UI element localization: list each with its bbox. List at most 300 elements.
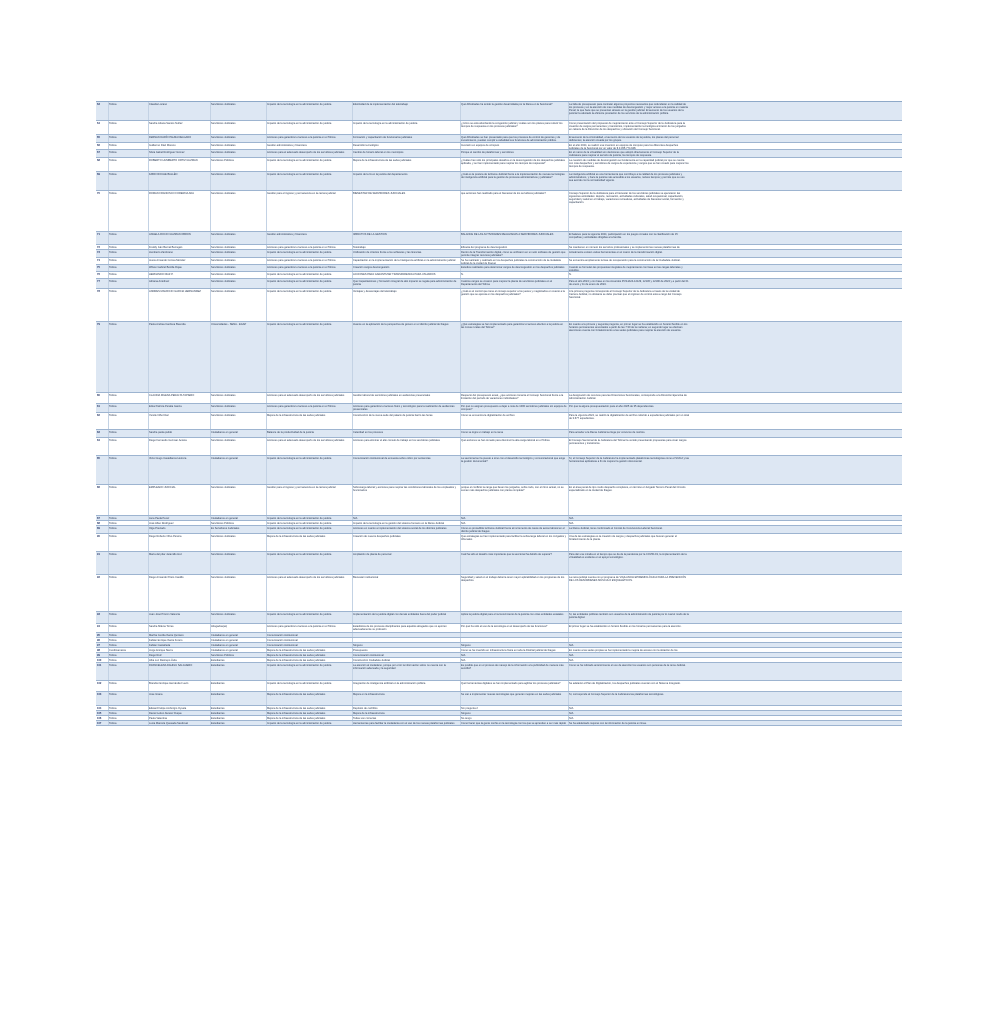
cell-answer[interactable]: En el área penal de tipo modo despacho completos, en término el Juzgado Tercero Penal del Circuito especializado en la ciudad de Ibagué. — [569, 486, 686, 493]
cell-axis[interactable]: Gestión administrativa y financiera — [267, 233, 307, 236]
cell-name[interactable]: Diego Armando Prieto Castillo — [149, 576, 184, 579]
cell-topic[interactable]: Ventajas y desventajas del teletrabajo — [353, 290, 397, 293]
cell-question[interactable]: Porque el cambio de plataformas y servidores — [461, 151, 514, 154]
cell-name[interactable]: FRANCELENA DAHIGU SALGUERO — [149, 664, 193, 667]
cell-group[interactable]: Servidores Judiciales — [211, 122, 236, 125]
cell-question[interactable]: Cómo se encuentra la digitalización de archivo — [461, 414, 515, 417]
cell-dept[interactable]: Tolima — [109, 173, 117, 176]
cell-dept[interactable]: Tolima — [109, 717, 117, 720]
cell-n[interactable]: 99 — [97, 654, 100, 657]
cell-group[interactable]: Servidores Judiciales — [211, 576, 236, 579]
cell-answer[interactable]: Actualmente existen varias herramientas en el marco de la transformación digital. — [569, 251, 663, 254]
cell-axis[interactable]: Impacto de la tecnología en la administración de justicia — [267, 273, 332, 276]
cell-name[interactable]: Jesús Armando Correa Méndez — [149, 259, 186, 262]
cell-topic[interactable]: ACCIONES PARA GARANTIZAR TRANSPARENCIA PARA USUARIOS — [353, 273, 436, 276]
cell-group[interactable]: Ciudadanos en general — [211, 634, 238, 637]
cell-answer[interactable]: El aumento de la criminalidad, el aumento de los usuarios de la justicia, los planes del personal deficientes; la atención creada por los grupos. — [569, 136, 679, 142]
cell-answer[interactable]: En cuanto a las sedes propias se ha implementado la mejora de acceso con la dotación de los — [569, 649, 678, 652]
cell-topic[interactable]: N/A — [353, 517, 358, 520]
cell-answer[interactable]: Cuando se formulan las propuestas integrales de mejoramiento con base en las cargas laborales y estudios. — [569, 266, 683, 271]
cell-axis[interactable]: Impacto de la tecnología en la administración de justicia — [267, 722, 332, 725]
cell-group[interactable]: Servidores Judiciales — [211, 151, 236, 154]
cell-topic[interactable]: Cambio de horario laboral en los municipios — [353, 151, 404, 154]
cell-question[interactable]: Seguridad y salud en el trabajo debería tener mayor aplicabilidad en los programas de los despachos. — [461, 576, 565, 583]
cell-group[interactable]: Ciudadanos en general — [211, 517, 238, 520]
cell-name[interactable]: Edward Felipe Ambrógio Oyuela — [149, 707, 187, 710]
cell-n[interactable]: 92 — [97, 576, 100, 579]
cell-n[interactable]: 78 — [97, 290, 100, 293]
cell-question[interactable]: Respecto del presupuesto anual, ¿que acciones tomaría el Consejo Seccional frente a la limitación del periodo de vacaciones individuales? — [461, 394, 564, 401]
cell-question[interactable]: Estudios realizados para determinar cargos de descongestión en los despachos judiciales — [461, 266, 565, 269]
cell-group[interactable]: Servidores Judiciales — [211, 535, 236, 538]
cell-group[interactable]: Servidores Públicos — [211, 159, 234, 162]
cell-answer[interactable]: N/A — [569, 654, 574, 657]
cell-group[interactable]: Servidores Judiciales — [211, 273, 236, 276]
cell-answer[interactable]: Como se ha indicado anteriormente el uso de atención los usuarios son personas de la rama Judicial. — [569, 664, 686, 667]
cell-question[interactable]: Qué acciones se han tomado para disminuir la alta carga laboral en el Tolima — [461, 439, 550, 442]
cell-axis[interactable]: Impacto de la tecnología en la administración de justicia — [267, 522, 332, 525]
cell-axis[interactable]: Comunicación institucional — [267, 634, 298, 637]
cell-topic[interactable]: Acciones para eliminar el alto cúmulo de trabajo en los servidores judiciales — [353, 439, 440, 442]
cell-name[interactable]: Paula Valentina — [149, 717, 167, 720]
cell-question[interactable]: Dentro de la Transformación digital, cómo se unificaron en un solo software de gestión que permite integrar recursos judiciales? — [461, 251, 566, 257]
cell-topic[interactable]: Construcción Ciudadela Judicial — [353, 659, 390, 662]
cell-n[interactable]: 65 — [97, 136, 100, 139]
cell-answer[interactable] — [568, 633, 690, 637]
cell-n[interactable]: 79 — [97, 323, 100, 326]
cell-group[interactable]: Servidores Judiciales — [211, 439, 236, 442]
cell-question[interactable]: Se van a implementar nuevas tecnologías que generan mejoras en las sedes judiciales — [461, 693, 562, 696]
cell-answer[interactable]: La falta de presupuesto para contratar algunos proyectos necesarios que redundarán en la calidad de los procesos y en la atención de mas medidas de descongestión y mejor acceso a la justicia en materia Penal; la que hace que se presentan atrasos en la gestión judicial. El aumento de los usuarios de la justicia ha afectado la eficiente prestación de los servicios de la administración pública. — [569, 103, 688, 116]
cell-group[interactable]: Servidores Judiciales — [211, 173, 236, 176]
cell-topic[interactable]: Depósito de cuchillos — [353, 707, 378, 710]
cell-name[interactable]: Fabián Enrique Ibarra Forero — [149, 639, 183, 642]
cell-answer[interactable]: En cuanto a la primera y segunda pregunta, en primer lugar se ha establecido un horario flexible en los horarios permanentes anunciados a partir de las 7:30 de la mañana; en segundo lugar se efectúan atenciones cuenta con fortalecimiento a las sedes judiciales para mejorar la atención de usuarios. — [569, 323, 688, 333]
cell-topic[interactable]: Gestión laboral de servidores judiciales en audiencias presenciales — [353, 394, 431, 397]
cell-topic[interactable]: Mejora en la infraestructura — [353, 693, 385, 696]
cell-name[interactable]: Fabián Castañeda — [149, 644, 171, 647]
cell-answer[interactable]: N/A — [569, 712, 574, 715]
cell-n[interactable]: 107 — [97, 722, 102, 725]
cell-dept[interactable]: Tolima — [109, 431, 117, 434]
cell-name[interactable]: Jorge Enrique Sierra — [149, 649, 173, 652]
cell-group[interactable]: Servidores Judiciales — [211, 414, 236, 417]
cell-question[interactable]: N/A — [461, 517, 466, 520]
cell-axis[interactable]: Acciones para el adecuado desempeño de los servidores judiciales — [267, 151, 345, 154]
cell-n[interactable]: 88 — [97, 522, 100, 525]
cell-topic[interactable]: Herramientas para facilitar la ciudadanía con el uso de los nuevas plataformas judiciales — [353, 722, 455, 725]
cell-n[interactable]: 74 — [97, 259, 100, 262]
cell-name[interactable]: Daniel Leiton Alvarez Duque — [149, 712, 182, 715]
cell-answer[interactable]: La cuestión de medidas de descongestión se fundamenta en la capacidad judicial por que se cuenta con más despachos y servidores de cargos de experiencia y cargos que se han creado para mejorar los tiempos de respuesta. — [569, 159, 689, 169]
cell-topic[interactable]: Efectividad de la implementación del teletrabajo — [353, 103, 408, 106]
cell-axis[interactable]: Gestión para el ingreso y permanencia en la carrera judicial — [267, 192, 336, 195]
cell-name[interactable]: CLAUDIA MILENA PERALTA TAPIERO — [149, 394, 195, 397]
cell-answer[interactable]: Para la vigencia 2024, se realizó la digitalización de archivo referido a expedientes judiciales por un total de 3.677 expedientes. — [569, 414, 689, 421]
cell-topic[interactable]: Mejora de la infraestructura de las sedes judiciales — [353, 159, 412, 162]
cell-name[interactable]: Diego Roberto Olivo Pereira — [149, 535, 182, 538]
cell-answer[interactable]: Sí, las entidades públicas también son usuarios de la administración de justicia por lo cual el modo de la justicia digital. — [569, 613, 689, 620]
cell-question[interactable]: ¿Cuál es la postura de la Rama Judicial frente a la implementación de nuevas tecnologías de inteligencia artificial para la gestión de procesos administrativos y judiciales? — [461, 173, 565, 180]
cell-group[interactable]: Servidores Judiciales — [211, 405, 236, 408]
cell-answer[interactable]: Una de las estrategias es la creación de cargos y despachos judiciales que buscan generar el fortalecimiento de la planta. — [569, 535, 677, 542]
cell-name[interactable]: Erika Patricia Peralta García — [149, 405, 182, 408]
cell-question[interactable] — [460, 638, 568, 642]
cell-group[interactable]: Estudiantes — [211, 707, 225, 710]
cell-name[interactable]: FERNAN DARÍO PALMA DELGADO — [149, 136, 192, 139]
cell-name[interactable]: Victor Hugo Castellanos Herrera — [149, 457, 187, 460]
cell-dept[interactable]: Tolima — [109, 722, 117, 725]
cell-axis[interactable]: Impacto de la tecnología en la administración de justicia — [267, 280, 332, 283]
cell-topic[interactable]: Teletrabajo — [353, 246, 366, 249]
cell-dept[interactable]: Tolima — [109, 251, 117, 254]
cell-topic[interactable]: Sobrecarga laboral y acciones para mejorar las condiciones laborales de los empleados y funcionarios — [353, 486, 457, 493]
cell-axis[interactable]: Impacto de la tecnología en la administración de justicia — [267, 122, 332, 125]
cell-answer[interactable]: Para dar una mirada en el tiempo que se da de la pandemia por la COVID-19, la implementación de la virtualidad es evidente en el apoyo tecnológico. — [569, 553, 687, 560]
cell-dept[interactable]: Tolima — [109, 682, 117, 685]
cell-group[interactable]: Servidores Judiciales — [211, 280, 236, 283]
cell-question[interactable]: BALANCE DE LAS ACTIVIDADES REALIZADAS A SERVIDORES JUDICIALES — [461, 233, 554, 236]
cell-group[interactable]: Servidores Judiciales — [211, 553, 236, 556]
cell-dept[interactable]: Tolima — [109, 625, 117, 628]
cell-group[interactable]: Servidores Judiciales — [211, 251, 236, 254]
cell-dept[interactable]: Tolima — [109, 136, 117, 139]
cell-axis[interactable]: Comunicación institucional — [267, 639, 298, 642]
cell-name[interactable]: Lucia Marcela Quesada Sandoval — [149, 722, 188, 725]
cell-dept[interactable]: Tolima — [109, 122, 117, 125]
cell-axis[interactable]: Acciones para el adecuado desempeño de los servidores judiciales — [267, 439, 345, 442]
cell-axis[interactable]: Acciones para garantizar el acceso a la justicia en el Tolima — [267, 246, 336, 249]
cell-n[interactable]: 104 — [97, 707, 102, 710]
cell-question[interactable]: Ninguno — [461, 712, 471, 715]
cell-question[interactable]: Por qué ha sido el uso de la tecnología en el desempeño de las funciones? — [461, 625, 548, 628]
cell-n[interactable]: 73 — [97, 251, 100, 254]
cell-n[interactable]: 72 — [97, 246, 100, 249]
cell-name[interactable]: Juan José Pinzon Valencia — [149, 613, 180, 616]
cell-n[interactable]: 68 — [97, 159, 100, 162]
cell-answer[interactable]: En el año 2024, se realizó una inversión en equipos de cómputo para los diferentes despachos judiciales de la Seccional por un valor de $ 3.455.774.948. — [569, 144, 679, 149]
cell-dept[interactable]: Tolima — [109, 576, 117, 579]
cell-axis[interactable]: Impacto de la tecnología en la administración de justicia — [267, 553, 332, 556]
cell-axis[interactable]: Gestión para el ingreso y permanencia en la carrera judicial — [267, 486, 336, 489]
cell-question[interactable]: Se ha realizado y realizado en los despachos judiciales la construcción de la ciudadela judicial de la ciudad de Ibagué — [461, 259, 561, 264]
cell-topic[interactable]: Unificación de criterios frente a los softwares y las licencias. — [353, 251, 422, 254]
cell-axis[interactable]: Impacto de la tecnología en la administración de justicia — [267, 682, 332, 685]
cell-group[interactable]: Estudiantes — [211, 682, 225, 685]
cell-topic[interactable]: Ampliación de planta de personal — [353, 553, 392, 556]
cell-name[interactable]: ROMAN FRANCISCO FOREROA ADA — [149, 192, 194, 195]
cell-dept[interactable]: Tolima — [109, 439, 117, 442]
cell-answer[interactable]: N/A — [569, 644, 574, 647]
cell-n[interactable]: 66 — [97, 144, 100, 147]
cell-group[interactable]: Servidores Judiciales — [211, 144, 236, 147]
cell-group[interactable]: Ex Servidores Judiciales — [211, 527, 240, 530]
cell-answer[interactable]: Para el año 2024 y con base en los Acuerdos PCSJA24-12129, 12136 y 12190 de 2024 y a partir del 01 de enero y 11 de enero de 2024. — [569, 280, 689, 287]
cell-group[interactable]: Estudiantes — [211, 717, 225, 720]
cell-topic[interactable]: Estadística de los procesos disciplinarios para aquellos abogados que no aporten adecuadamente su profesión — [353, 625, 447, 632]
cell-axis[interactable]: Impacto de la tecnología en la administración de justicia — [267, 103, 332, 106]
cell-answer[interactable]: Consejo Superior de la Judicatura para el bienestar de los servidores judiciales se ejecutaron las siguientes actividades: deporte, recreación, actividades culturales, salud ocupacional, capacitación, seguridad y salud en el trabajo, vacaciones recreativas, actividades de bienestar social, formación y capacitación. — [569, 192, 684, 205]
cell-n[interactable]: 75 — [97, 266, 100, 269]
cell-question[interactable]: Es posible que en el proceso de manejo de la información a la publicidad de manera más sencilla? — [461, 664, 564, 671]
cell-dept[interactable]: Tolima — [109, 517, 117, 520]
cell-answer[interactable]: Por que la alguna presupuestación para el año 2025 de 35 dependencias. — [569, 405, 655, 408]
cell-dept[interactable]: Tolima — [109, 654, 117, 657]
cell-n[interactable]: 106 — [97, 717, 102, 720]
cell-name[interactable]: Jose Grana — [149, 693, 163, 696]
cell-axis[interactable]: Impacto de la tecnología en la administración de justicia — [267, 613, 332, 616]
cell-axis[interactable]: Mejora de la infraestructura de las sedes judiciales — [267, 712, 326, 715]
cell-group[interactable]: Ciudadanos en general — [211, 644, 238, 647]
cell-question[interactable]: porque el conflicto la carga que llevan los juzgados, sobre todo, con el ritmo actual, no se suman más despachos judiciales con planta completa? — [461, 486, 564, 493]
cell-n[interactable]: 71 — [97, 233, 100, 236]
cell-group[interactable]: Estudiantes — [211, 664, 225, 667]
cell-topic[interactable]: Avance en la aplicación de la perspectiva de género en el distrito judicial de Ibagué — [353, 323, 449, 326]
cell-dept[interactable]: Tolima — [109, 103, 117, 106]
cell-group[interactable]: Servidores Judiciales — [211, 290, 236, 293]
cell-axis[interactable]: Mejora de la infraestructura de las sedes judiciales — [267, 649, 326, 652]
cell-n[interactable]: 83 — [97, 431, 100, 434]
cell-n[interactable]: 69 — [97, 173, 100, 176]
cell-name[interactable]: ANGELA ROCIO GUZMAN OBRON — [149, 233, 191, 236]
cell-dept[interactable]: Tolima — [109, 405, 117, 408]
cell-topic[interactable]: Ninguno — [353, 644, 363, 647]
cell-question[interactable]: Sin pregunta 2 — [461, 707, 478, 710]
cell-topic[interactable]: Impacto de la tecnología en la gestión del sistema humano en la Rama Judicial — [353, 522, 444, 525]
cell-name[interactable]: Wilson Gabriel Bonilla Rojas — [149, 266, 182, 269]
cell-name[interactable]: HERNANDO DIAZ P. — [149, 273, 174, 276]
cell-axis[interactable]: Mejora de la infraestructura de las sedes judiciales — [267, 693, 326, 696]
cell-name[interactable]: Freddy Iván Bernal Burragán — [149, 246, 183, 249]
cell-topic[interactable]: Impacto de la tecnología en la administración de justicia — [353, 122, 418, 125]
cell-group[interactable]: Servidores Judiciales — [211, 103, 236, 106]
cell-n[interactable]: 84 — [97, 439, 100, 442]
cell-n[interactable]: 67 — [97, 151, 100, 154]
cell-group[interactable]: Ciudadanos en general — [211, 457, 238, 460]
cell-dept[interactable]: Tolima — [109, 280, 117, 283]
cell-answer[interactable]: N/A — [569, 517, 574, 520]
cell-axis[interactable]: Acciones para garantizar el acceso a la justicia en el Tolima — [267, 405, 336, 408]
cell-question[interactable]: Cuál ha sido el desafío más importante que la seccional ha debido de superar? — [461, 553, 552, 556]
cell-dept[interactable]: Tolima — [109, 290, 117, 293]
cell-dept[interactable]: Tolima — [109, 664, 117, 667]
cell-n[interactable]: 80 — [97, 394, 100, 397]
cell-answer[interactable] — [568, 638, 690, 642]
cell-axis[interactable]: Mejora de la infraestructura de las sedes judiciales — [267, 717, 326, 720]
cell-name[interactable]: Paola Andrea Cardona Buendía — [149, 323, 186, 326]
cell-question[interactable]: Que estrategias se han implementado para facilitar la sobrecarga laboral en los Juzgados y tribunales — [461, 535, 567, 542]
cell-name[interactable]: Claudia Lozano — [149, 103, 168, 106]
cell-topic[interactable]: Impacto de la IA en la justicia del departamento — [353, 173, 408, 176]
cell-answer[interactable]: A la primera pregunta corresponde al Consejo Superior de la Judicatura a través de la unidad de Carrera Judicial, no obstante se debe precisar que el régimen de control está a cargo del Consejo Seccional. — [569, 290, 682, 300]
cell-dept[interactable]: Tolima — [109, 266, 117, 269]
cell-answer[interactable]: Como presentación del propuesto de mejoramiento ante el Consejo Superior de la Judicatura para la creación de cargos permanentes y transitorios, implementación tecnológica al interior de los juzgados en cabeza de la Dirección de los despachos y ubicación del Consejo Seccional. — [569, 122, 686, 132]
cell-dept[interactable]: Tolima — [109, 144, 117, 147]
cell-n[interactable]: 103 — [97, 693, 102, 696]
cell-question[interactable]: ¿Cuál es el control que tiene el consejo superior a los jueces y magistrados en cuanto a la gestión que se ejecuta en los despachos judiciales? — [461, 290, 565, 297]
cell-answer[interactable]: La inteligencia artificial es una herramienta que contribuye a la calidad de los procesos judiciales y administrativos, y hace la justicia más accesible a los usuarios, reduce tiempos y permite que su uso sea acorde con la normatividad vigente. — [569, 173, 685, 183]
cell-axis[interactable]: Acciones para el adecuado desempeño de los servidores judiciales — [267, 394, 345, 397]
cell-axis[interactable]: Impacto de la tecnología en la administración de justicia — [267, 664, 332, 667]
cell-group[interactable]: Servidores Judiciales — [211, 259, 236, 262]
cell-name[interactable]: Diego Fernando Guzman Acosta — [149, 439, 187, 442]
cell-answer[interactable]: En el marco de la virtualidad son decisiones que adoptó directamente el Consejo Superior de la Judicatura para mejorar el servicio de justicia, los tiempos de respuesta. — [569, 151, 679, 157]
cell-dept[interactable]: Tolima — [109, 273, 117, 276]
cell-topic[interactable]: Mejora de la infraestructura — [353, 712, 385, 715]
cell-dept[interactable]: Tolima — [109, 693, 117, 696]
cell-dept[interactable]: Tolima — [109, 634, 117, 637]
cell-name[interactable]: ROBERTO HUMBERTO ORTIZ GUZMAN — [149, 159, 198, 162]
cell-n[interactable]: 100 — [97, 659, 102, 662]
cell-question[interactable]: ¿Cuáles han sido los principales desafíos en la descongestión de los despachos judiciales aplicada, y se han implementado para mejorar los tiempos de respuesta? — [461, 159, 565, 166]
cell-n[interactable]: 86 — [97, 486, 100, 489]
cell-n[interactable]: 105 — [97, 712, 102, 715]
cell-axis[interactable]: Impacto de la tecnología en la administración de justicia — [267, 527, 332, 530]
cell-dept[interactable]: Tolima — [109, 527, 117, 530]
cell-name[interactable]: Aura Paola Perez — [149, 517, 170, 520]
cell-axis[interactable]: Impacto de la tecnología en la administración de justicia — [267, 251, 332, 254]
cell-question[interactable]: N/A — [461, 522, 466, 525]
cell-topic[interactable]: Capacitación en la implementación de la Inteligencia artificial en la administración judicial — [353, 259, 456, 262]
cell-topic[interactable]: Presupuesto — [353, 649, 368, 652]
cell-topic[interactable]: Comunicación institucional — [353, 654, 384, 657]
cell-answer[interactable]: El balance para la vigencia 2024, participación en los juegos zonales con la clasificación de 15 compañías y actividades dirigidas a la familia. — [569, 233, 678, 240]
cell-n[interactable]: 85 — [97, 457, 100, 460]
cell-question[interactable]: No tengo — [461, 717, 472, 720]
cell-group[interactable]: Servidores Judiciales — [211, 192, 236, 195]
cell-n[interactable]: 90 — [97, 535, 100, 538]
cell-group[interactable]: Estudiantes — [211, 659, 225, 662]
cell-name[interactable]: Humberto Zambrano — [149, 251, 173, 254]
cell-axis[interactable]: Acciones para garantizar el acceso a la justicia en el Tolima — [267, 625, 336, 628]
cell-answer[interactable]: Sí, el Consejo Superior de la Judicatura ha implementado plataformas tecnológicas como el SIUGJ y las herramientas aplicativas a fin de mejorar la gestión documental. — [569, 457, 689, 464]
cell-topic[interactable]: Formación y capacitación de funcionarios judiciales — [353, 136, 413, 139]
cell-question[interactable]: Eficacia del programa de descongestión — [461, 246, 508, 249]
cell-name[interactable]: FABIO ROCHE BALLÉN — [149, 173, 178, 176]
cell-topic[interactable] — [352, 633, 460, 637]
cell-answer[interactable]: N. — [569, 273, 572, 276]
cell-answer[interactable]: El primer lugar se ha establecido un horario flexible en los horarios permanentes para la atención. — [569, 625, 682, 628]
cell-n[interactable]: 81 — [97, 405, 100, 408]
cell-name[interactable]: Guillermo Díaz Moreno — [149, 144, 176, 147]
cell-topic[interactable]: Desarrollo tecnológico — [353, 144, 379, 147]
cell-answer[interactable]: Se adelantó el Plan de Digitalización, los despachos judiciales cuentan con el Sistema Integrado. — [569, 682, 681, 685]
cell-question[interactable]: La seccional se ha puesto a tono con el desarrollo tecnológico y comunicacional que exige la gestión documental? — [461, 457, 566, 464]
cell-n[interactable]: 77 — [97, 280, 100, 283]
cell-group[interactable]: Estudiantes — [211, 722, 225, 725]
cell-group[interactable]: Servidores Judiciales — [211, 246, 236, 249]
cell-n[interactable]: 89 — [97, 527, 100, 530]
cell-dept[interactable]: Tolima — [109, 639, 117, 642]
cell-n[interactable]: 96 — [97, 639, 100, 642]
cell-axis[interactable]: Gestión administrativa y financiera — [267, 144, 307, 147]
cell-answer[interactable]: N/A — [569, 717, 574, 720]
cell-axis[interactable]: Impacto de la tecnología en la administración de justicia — [267, 173, 332, 176]
cell-n[interactable]: 70 — [97, 192, 100, 195]
cell-dept[interactable]: Tolima — [109, 394, 117, 397]
cell-topic[interactable]: Construcción de la nueva sede del palacio de justicia barrio las heras — [353, 414, 433, 417]
cell-answer[interactable]: La Rama Judicial, tiene conformado el Comité de Convivencia Laboral Seccional. — [569, 527, 663, 530]
cell-question[interactable]: Como se ha invertido en infraestructura física en toda la Distrital judicial de Ibagué — [461, 649, 556, 652]
cell-group[interactable]: Ciudadanos en general — [211, 649, 238, 652]
cell-name[interactable]: Diego Ruiz — [149, 654, 162, 657]
cell-topic[interactable]: BIENESTAR DE SERVIDORES JUDICIALES — [353, 192, 406, 195]
cell-dept[interactable]: Tolima — [109, 457, 117, 460]
cell-n[interactable]: 76 — [97, 273, 100, 276]
cell-dept[interactable]: Tolima — [109, 535, 117, 538]
cell-axis[interactable]: Balance de la productividad de la justicia — [267, 431, 314, 434]
cell-dept[interactable]: Cundinamarca — [109, 649, 126, 652]
cell-group[interactable]: Estudiantes — [211, 712, 225, 715]
cell-n[interactable]: 87 — [97, 517, 100, 520]
cell-question[interactable]: Qué dificultades ha tenido la gestión desarrollada por la Rama en la Seccional? — [461, 103, 553, 106]
cell-answer[interactable]: La designación de recursos para las Direcciones Seccionales, corresponde a la Dirección Ejecutiva de Administración Judicial. — [569, 394, 687, 401]
cell-topic[interactable]: Bienestar institucional — [353, 576, 379, 579]
cell-group[interactable]: Servidores Públicos — [211, 654, 234, 657]
cell-dept[interactable]: Tolima — [109, 553, 117, 556]
cell-dept[interactable]: Tolima — [109, 246, 117, 249]
cell-answer[interactable]: Para acceder a la Rama Judicial se llega por concurso de méritos. — [569, 431, 646, 434]
cell-name[interactable]: Yamile Niño Díaz — [149, 414, 169, 417]
cell-group[interactable]: Servidores Judiciales — [211, 486, 236, 489]
cell-answer[interactable]: Se encuentra ampliamente la fase de recuperación para la construcción de la Ciudadela Judicial. — [569, 259, 681, 262]
cell-group[interactable]: Abogados(as) — [211, 625, 228, 628]
cell-axis[interactable]: Mejora de la infraestructura de las sedes judiciales — [267, 659, 326, 662]
cell-topic[interactable]: Integración de inteligencia artificial en la administración pública — [353, 682, 426, 685]
cell-topic[interactable]: La atención al ciudadano, porque por error la información sobre no cuenta con la información adecuada y la seguridad — [353, 664, 446, 671]
cell-question[interactable]: Cómo es procedible la Rama Judicial frente al incremento de casos de acoso laboral en el distrito judicial de Ibagué — [461, 527, 565, 533]
cell-answer[interactable]: Sí, corresponde al Consejo Superior de la Judicatura las plataformas tecnológicas. — [569, 693, 665, 696]
cell-name[interactable]: Sandra Milena Torres — [149, 625, 174, 628]
cell-question[interactable] — [460, 633, 568, 637]
cell-dept[interactable]: Tolima — [109, 414, 117, 417]
cell-topic[interactable]: Acciones para garantizar el acceso físico y tecnológico para la realización de audiencias presenciales — [353, 405, 455, 412]
cell-topic[interactable] — [352, 638, 460, 642]
cell-topic[interactable]: Acciones en cuanto a implementación del sistema social de los distritos judiciales — [353, 527, 447, 530]
cell-dept[interactable]: Tolima — [109, 323, 117, 326]
cell-n[interactable]: 101 — [97, 664, 102, 667]
cell-axis[interactable]: Impacto de la tecnología en la administración de justicia — [267, 290, 332, 293]
cell-axis[interactable]: Acciones para garantizar el acceso a la justicia en el Tolima — [267, 266, 336, 269]
cell-topic[interactable]: Celeridad en los procesos — [353, 431, 383, 434]
cell-dept[interactable]: Tolima — [109, 613, 117, 616]
cell-axis[interactable]: Acciones para garantizar el acceso a la justicia en el Tolima — [267, 259, 336, 262]
cell-question[interactable]: que acciones han realizado para el bienestar de los servidores judiciales? — [461, 192, 546, 195]
cell-dept[interactable]: Tolima — [109, 259, 117, 262]
cell-question[interactable]: Ninguno — [461, 644, 471, 647]
cell-topic[interactable]: Implementación de la justicia digital con demás entidades fuera del poder judicial — [353, 613, 446, 616]
cell-question[interactable]: Qué dificultades se han presentado para que los procesos de control de gerentes y de investimiento, puedan cumplir a cabalidad sus funciones de administración pública. — [461, 136, 561, 142]
cell-group[interactable]: Servidores Públicos — [211, 522, 234, 525]
cell-n[interactable]: 98 — [97, 649, 100, 652]
cell-question[interactable]: Por qué no asignan presupuesto a dejar a más de 1000 servidores judiciales sin equipos de cómputo? — [461, 405, 567, 412]
cell-group[interactable]: Servidores Judiciales — [211, 233, 236, 236]
cell-name[interactable]: María del pilar Jaramillo Hoz — [149, 553, 182, 556]
cell-dept[interactable]: Tolima — [109, 659, 117, 662]
cell-question[interactable]: Cuántos cargos se crearon para mejorar la planta de servidores judiciales en el Departamento del Tolima — [461, 280, 553, 287]
cell-name[interactable]: Brandon Enrique Hernández León — [149, 682, 189, 685]
cell-axis[interactable]: Impacto de la tecnología en la administración de justicia — [267, 517, 332, 520]
cell-topic[interactable]: Que Capacitaciones y formación integral de alto impacto se regala para administración de justicia — [353, 280, 457, 287]
cell-name[interactable]: EMPLEADO JUDICIAL — [149, 486, 176, 489]
cell-question[interactable]: N/A — [461, 659, 466, 662]
cell-question[interactable]: ¿Qué estrategias se han implementado para garantizar el acceso efectivo a la justicia en las zonas rurales del Tolima? — [461, 323, 564, 330]
cell-name[interactable]: Olga Preciado — [149, 527, 166, 530]
cell-dept[interactable]: Tolima — [109, 486, 117, 489]
cell-dept[interactable]: Tolima — [109, 522, 117, 525]
cell-question[interactable]: Aplica la justicia digital para el reconocimiento de la justicia con otras entidades estatales — [461, 613, 564, 616]
cell-topic[interactable]: Todas son correctas — [353, 717, 377, 720]
